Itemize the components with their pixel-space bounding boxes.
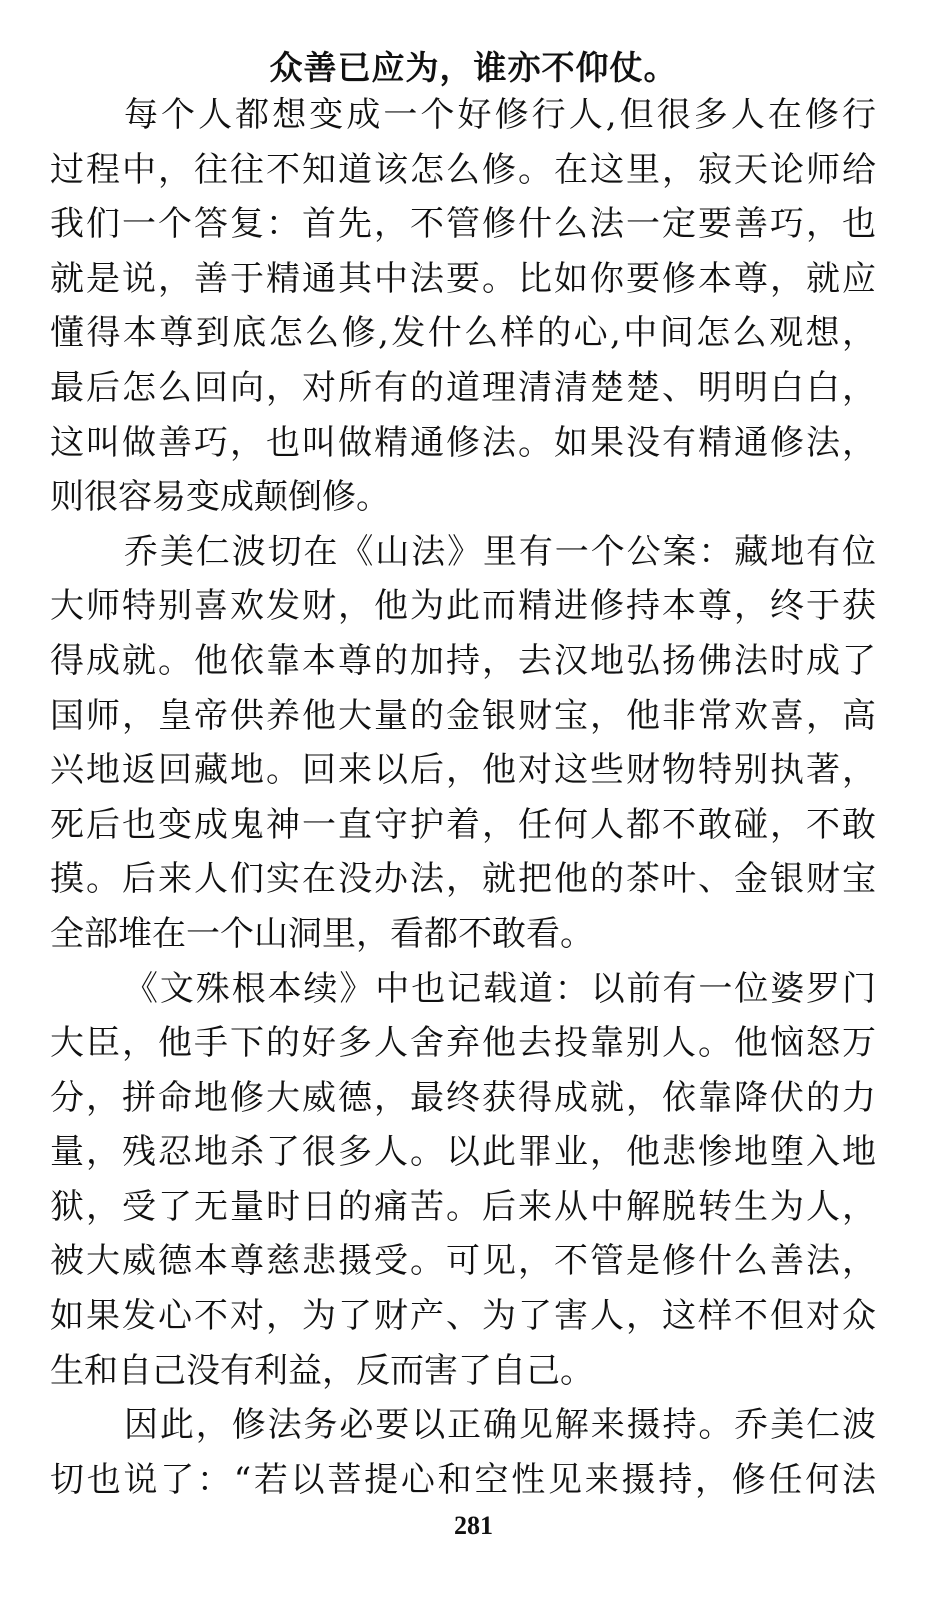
paragraph-1-line-3: 我们一个答复：首先，不管修什么法一定要善巧，也 — [50, 204, 876, 245]
verse-heading: 众善已应为，谁亦不仰仗。 — [269, 48, 678, 87]
paragraph-3-line-5: 狱，受了无量时日的痛苦。后来从中解脱转生为人， — [50, 1186, 876, 1227]
page-number: 281 — [454, 1511, 493, 1540]
paragraph-2-line-6: 死后也变成鬼神一直守护着，任何人都不敢碰，不敢 — [50, 804, 876, 845]
paragraph-2-line-8: 全部堆在一个山洞里，看都不敢看。 — [50, 913, 594, 954]
paragraph-3-line-4: 量，残忍地杀了很多人。以此罪业，他悲惨地堕入地 — [50, 1132, 876, 1173]
paragraph-4-line-1: 因此，修法务必要以正确见解来摄持。乔美仁波 — [124, 1405, 876, 1446]
paragraph-2-line-2: 大师特别喜欢发财，他为此而精进修持本尊，终于获 — [50, 586, 876, 627]
paragraph-3-line-8: 生和自己没有利益，反而害了自己。 — [50, 1350, 594, 1391]
paragraph-1-line-5: 懂得本尊到底怎么修,发什么样的心,中间怎么观想， — [50, 313, 876, 354]
paragraph-1-line-7: 这叫做善巧，也叫做精通修法。如果没有精通修法， — [50, 422, 876, 463]
body-text — [50, 88, 876, 1507]
paragraph-3-line-2: 大臣，他手下的好多人舍弃他去投靠别人。他恼怒万 — [50, 1023, 876, 1064]
paragraph-2-line-4: 国师，皇帝供养他大量的金银财宝，他非常欢喜，高 — [50, 695, 876, 736]
paragraph-3-line-3: 分，拼命地修大威德，最终获得成就，依靠降伏的力 — [50, 1077, 876, 1118]
paragraph-2-line-3: 得成就。他依靠本尊的加持，去汉地弘扬佛法时成了 — [50, 640, 876, 681]
paragraph-2-line-1: 乔美仁波切在《山法》里有一个公案：藏地有位 — [124, 531, 876, 572]
paragraph-3-line-6: 被大威德本尊慈悲摄受。可见，不管是修什么善法， — [50, 1241, 876, 1282]
paragraph-3-line-1: 《文殊根本续》中也记载道：以前有一位婆罗门 — [124, 968, 876, 1009]
paragraph-1-line-1: 每个人都想变成一个好修行人,但很多人在修行 — [124, 95, 876, 135]
paragraph-2-line-7: 摸。后来人们实在没办法，就把他的茶叶、金银财宝 — [50, 859, 876, 900]
paragraph-1-line-2: 过程中，往往不知道该怎么修。在这里，寂天论师给 — [50, 149, 876, 190]
paragraph-1-line-4: 就是说，善于精通其中法要。比如你要修本尊，就应 — [50, 258, 876, 299]
paragraph-1-line-8: 则很容易变成颠倒修。 — [50, 477, 390, 518]
paragraph-1-line-6: 最后怎么回向，对所有的道理清清楚楚、明明白白， — [50, 367, 876, 408]
paragraph-3-line-7: 如果发心不对，为了财产、为了害人，这样不但对众 — [50, 1296, 876, 1337]
paragraph-4-line-2: 切也说了：“若以菩提心和空性见来摄持，修任何法 — [50, 1459, 876, 1500]
paragraph-2-line-5: 兴地返回藏地。回来以后，他对这些财物特别执著， — [50, 750, 876, 791]
